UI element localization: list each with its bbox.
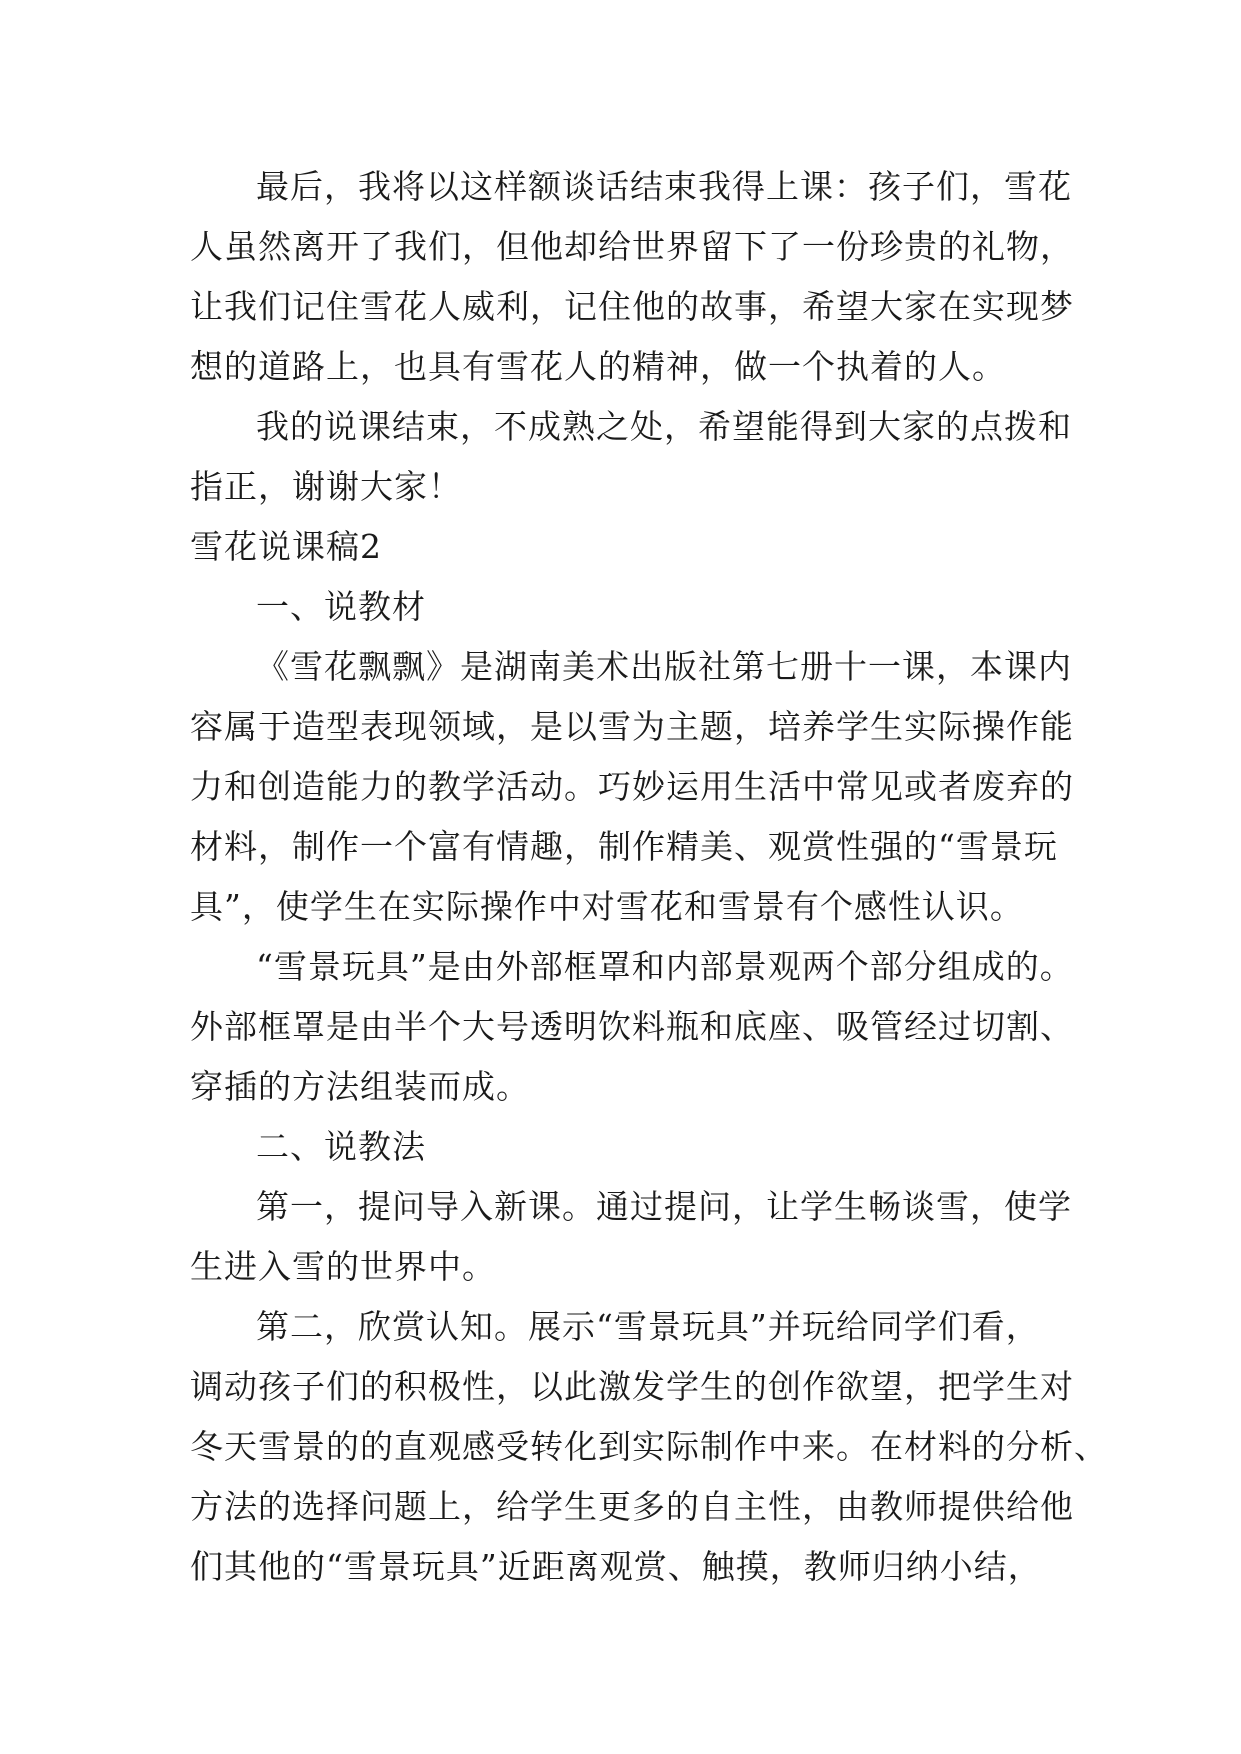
paragraph-thanks xyxy=(190,397,1070,517)
text-line: 穿插的方法组装而成。 xyxy=(190,1067,530,1106)
text-line: 们其他的“雪景玩具”近距离观赏、触摸，教师归纳小结， xyxy=(190,1547,1042,1586)
text-line: 第一，提问导入新课。通过提问，让学生畅谈雪，使学 xyxy=(256,1187,1072,1226)
heading-line: 雪花说课稿2 xyxy=(190,527,382,566)
heading-line: 二、说教法 xyxy=(256,1127,426,1166)
document-body xyxy=(190,157,1108,1597)
paragraph-step-one xyxy=(190,1177,1070,1297)
text-line: 外部框罩是由半个大号透明饮料瓶和底座、吸管经过切割、 xyxy=(190,1007,1074,1046)
section-title xyxy=(190,517,1070,577)
text-line: 我的说课结束，不成熟之处，希望能得到大家的点拨和 xyxy=(256,407,1072,446)
text-line: 材料，制作一个富有情趣，制作精美、观赏性强的“雪景玩 xyxy=(190,827,1058,866)
text-line: 指正，谢谢大家！ xyxy=(190,467,462,506)
text-line: 力和创造能力的教学活动。巧妙运用生活中常见或者废弃的 xyxy=(190,767,1074,806)
paragraph-closing-remarks xyxy=(190,157,1074,397)
text-line: 具”，使学生在实际操作中对雪花和雪景有个感性认识。 xyxy=(190,887,1024,926)
text-line: 最后，我将以这样额谈话结束我得上课：孩子们，雪花 xyxy=(256,167,1072,206)
paragraph-snow-toy xyxy=(190,937,1074,1117)
heading-teaching-material xyxy=(190,577,1070,637)
text-line: 想的道路上，也具有雪花人的精神，做一个执着的人。 xyxy=(190,347,1006,386)
text-line: 《雪花飘飘》是湖南美术出版社第七册十一课，本课内 xyxy=(256,647,1072,686)
text-line: 让我们记住雪花人威利，记住他的故事，希望大家在实现梦 xyxy=(190,287,1074,326)
text-line: 冬天雪景的的直观感受转化到实际制作中来。在材料的分析、 xyxy=(190,1427,1108,1466)
text-line: 容属于造型表现领域，是以雪为主题，培养学生实际操作能 xyxy=(190,707,1074,746)
text-line: 调动孩子们的积极性，以此激发学生的创作欲望，把学生对 xyxy=(190,1367,1074,1406)
heading-teaching-method xyxy=(190,1117,1070,1177)
text-line: 方法的选择问题上，给学生更多的自主性，由教师提供给他 xyxy=(190,1487,1074,1526)
text-line: “雪景玩具”是由外部框罩和内部景观两个部分组成的。 xyxy=(256,947,1074,986)
text-line: 人虽然离开了我们，但他却给世界留下了一份珍贵的礼物， xyxy=(190,227,1074,266)
paragraph-step-two xyxy=(190,1297,1108,1597)
paragraph-material-intro xyxy=(190,637,1074,937)
text-line: 第二，欣赏认知。展示“雪景玩具”并玩给同学们看， xyxy=(256,1307,1040,1346)
text-line: 生进入雪的世界中。 xyxy=(190,1247,496,1286)
heading-line: 一、说教材 xyxy=(256,587,426,626)
